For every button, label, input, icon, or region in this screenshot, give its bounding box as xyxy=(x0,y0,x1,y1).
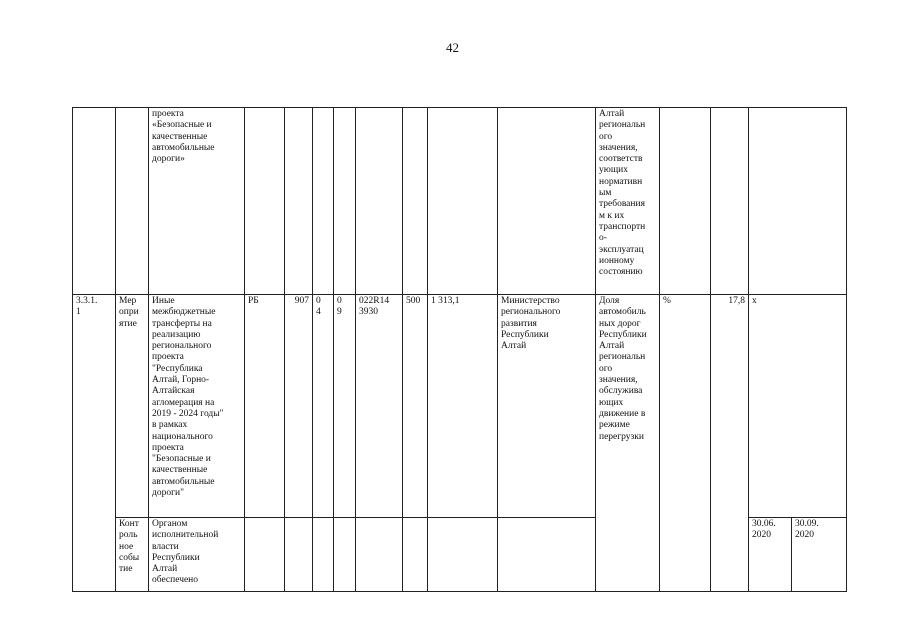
date-start-cell: 30.06. 2020 xyxy=(749,518,792,592)
table-row xyxy=(73,295,847,518)
type-cell: Мер опри ятие xyxy=(116,295,149,518)
unit-cell xyxy=(660,108,711,295)
page-number: 42 xyxy=(446,40,459,55)
program-measures-table xyxy=(72,107,847,592)
amount-cell xyxy=(428,518,498,592)
source-cell xyxy=(245,108,285,295)
grbs-cell xyxy=(285,108,313,295)
amount-cell xyxy=(428,108,498,295)
description-cell: Органом исполнительной власти Республики Алтай обеспечено xyxy=(149,518,245,592)
grbs-cell: 907 xyxy=(285,295,313,518)
value-cell: 17,8 xyxy=(711,295,749,592)
subsection-cell xyxy=(334,108,356,295)
unit-cell: % xyxy=(660,295,711,592)
grbs-cell xyxy=(285,518,313,592)
number-cell: 3.3.1. 1 xyxy=(73,295,116,592)
value-cell xyxy=(711,108,749,295)
target-article-cell xyxy=(356,108,403,295)
description-cell: Иные межбюджетные трансферты на реализацию регионального проекта "Республика Алтай, Горно- Алтайская агломерация на 2019 - 2024 годы" в рамках национального проекта "Безопасные и качественные автомобильные дороги" xyxy=(149,295,245,518)
executor-cell xyxy=(498,108,596,295)
indicator-cell: Алтай региональн ого значения, соответств ующих нормативн ым требования м к их транспортн о- эксплуатац ионному состоянию xyxy=(596,108,660,295)
type-cell: Конт роль ное собы тие xyxy=(116,518,149,592)
dates-cell xyxy=(749,108,847,295)
source-cell: РБ xyxy=(245,295,285,518)
expense-type-cell xyxy=(403,108,428,295)
description-cell: проекта «Безопасные и качественные автомобильные дороги» xyxy=(149,108,245,295)
expense-type-cell xyxy=(403,518,428,592)
subsection-cell xyxy=(334,518,356,592)
indicator-cell: Доля автомобиль ных дорог Республики Алтай региональн ого значения, обслужива ющих движение в режиме перегрузки xyxy=(596,295,660,592)
target-article-cell: 022R14 3930 xyxy=(356,295,403,518)
type-cell xyxy=(116,108,149,295)
section-cell: 0 4 xyxy=(313,295,334,518)
expense-type-cell: 500 xyxy=(403,295,428,518)
number-cell xyxy=(73,108,116,295)
executor-cell xyxy=(498,518,596,592)
amount-cell: 1 313,1 xyxy=(428,295,498,518)
date-end-cell: 30.09. 2020 xyxy=(792,518,847,592)
section-cell xyxy=(313,518,334,592)
mark-cell: х xyxy=(749,295,847,518)
subsection-cell: 0 9 xyxy=(334,295,356,518)
target-article-cell xyxy=(356,518,403,592)
table-row xyxy=(73,108,847,295)
executor-cell: Министерство регионального развития Республики Алтай xyxy=(498,295,596,518)
section-cell xyxy=(313,108,334,295)
source-cell xyxy=(245,518,285,592)
